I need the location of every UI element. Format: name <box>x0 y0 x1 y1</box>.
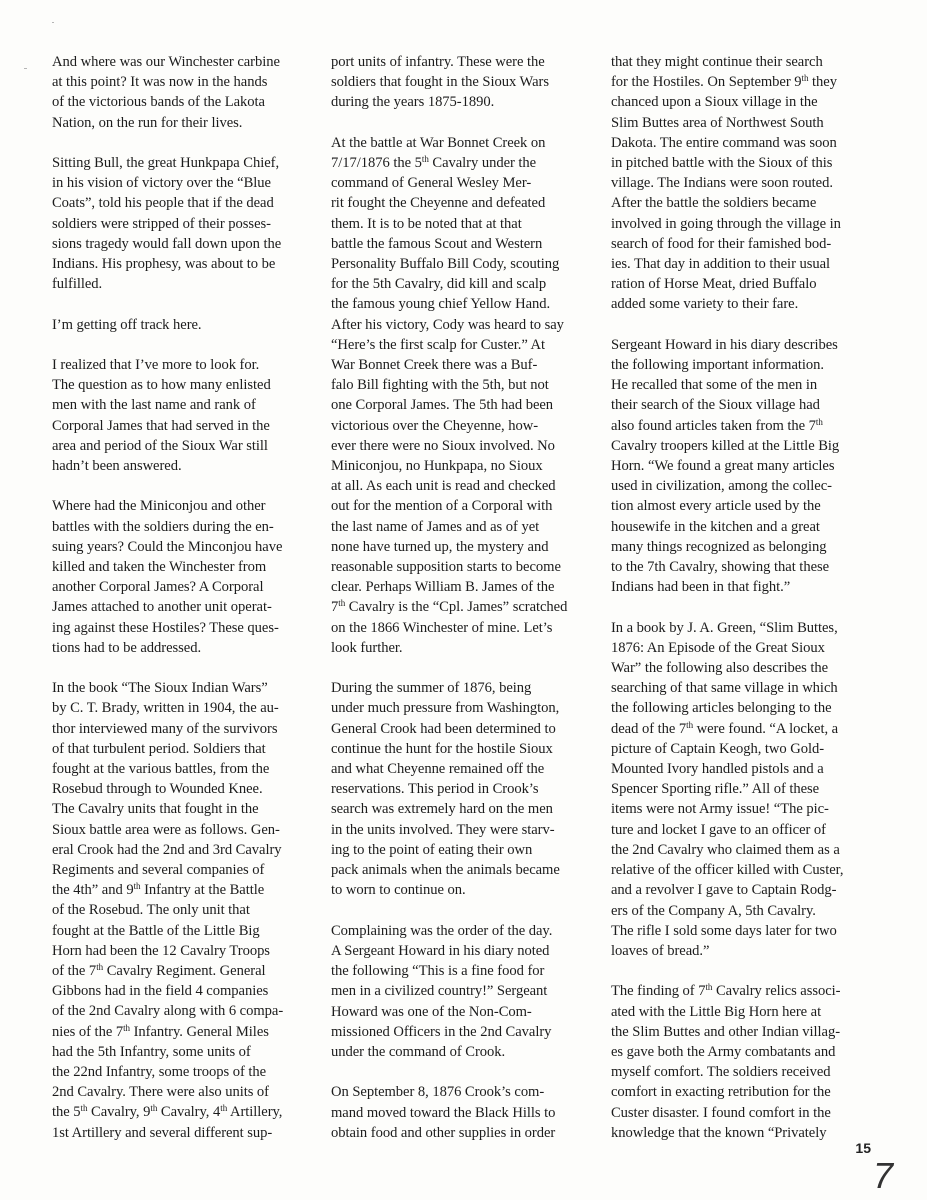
scan-speck <box>24 68 27 69</box>
text-line: none have turned up, the mystery and <box>331 538 549 555</box>
text-line: On September 8, 1876 Crook’s com- <box>331 1084 545 1101</box>
text-line: Sioux battle area were as follows. Gen- <box>52 821 280 838</box>
text-line: used in civilization, among the collec- <box>611 478 832 495</box>
handwritten-page-mark: 7 <box>872 1155 893 1196</box>
text-line: search of food for their famished bod- <box>611 235 832 252</box>
text-line: also found articles taken from the 7th <box>611 416 823 434</box>
text-line: the 2nd Cavalry who claimed them as a <box>611 841 840 858</box>
text-line: ies. That day in addition to their usual <box>611 256 831 273</box>
text-line: suing years? Could the Minconjou have <box>52 538 283 555</box>
text-line: Rosebud through to Wounded Knee. <box>52 781 263 798</box>
text-line: relative of the officer killed with Custer, <box>611 862 844 879</box>
text-line: Sitting Bull, the great Hunkpapa Chief, <box>52 155 280 171</box>
text-line: A Sergeant Howard in his diary noted <box>331 942 550 959</box>
text-line: the 22nd Infantry, some troops of the <box>52 1064 267 1081</box>
text-line: Horn. “We found a great many articles <box>611 458 835 475</box>
text-line: search was extremely hard on the men <box>331 801 553 818</box>
text-line: soldiers were stripped of their posses- <box>52 215 271 232</box>
text-line: men with the last name and rank of <box>52 397 256 414</box>
text-line: by C. T. Brady, written in 1904, the au- <box>52 700 279 717</box>
page-number: 15 <box>855 1140 871 1156</box>
text-line: 2nd Cavalry. There were also units of <box>52 1084 269 1101</box>
text-line: of the 7th Cavalry Regiment. General <box>52 962 266 980</box>
text-line: ated with the Little Big Horn here at <box>611 1003 822 1020</box>
text-line: look further. <box>331 639 403 656</box>
text-line: in the units involved. They were starv- <box>331 821 555 838</box>
text-line: added some variety to their fare. <box>611 296 799 313</box>
text-line: ture and locket I gave to an officer of <box>611 821 826 838</box>
text-line: Spencer Sporting rifle.” All of these <box>611 781 820 798</box>
text-line: At the battle at War Bonnet Creek on <box>331 134 546 151</box>
article-paragraph <box>52 52 314 133</box>
text-line: battles with the soldiers during the en- <box>52 518 274 535</box>
text-line: The finding of 7th Cavalry relics associ- <box>611 982 841 1000</box>
text-line: tions had to be addressed. <box>52 639 202 656</box>
text-line: He recalled that some of the men in <box>611 377 818 394</box>
text-line: ing to the point of eating their own <box>331 841 533 858</box>
text-line: fulfilled. <box>52 276 103 293</box>
text-line: I’m getting off track here. <box>52 316 202 333</box>
text-line: area and period of the Sioux War still <box>52 437 268 454</box>
text-line: the last name of James and as of yet <box>331 518 540 535</box>
text-line: picture of Captain Keogh, two Gold- <box>611 740 825 757</box>
text-line: falo Bill fighting with the 5th, but not <box>331 377 549 394</box>
text-line: 7th Cavalry is the “Cpl. James” scratched <box>331 598 568 616</box>
text-line: myself comfort. The soldiers received <box>611 1064 831 1081</box>
text-line: tion almost every article used by the <box>611 498 821 515</box>
text-line: War” the following also describes the <box>611 660 829 677</box>
text-line: The rifle I sold some days later for two <box>611 922 837 939</box>
article-paragraph <box>611 618 873 961</box>
text-line: mand moved toward the Black Hills to <box>331 1104 556 1121</box>
article-paragraph <box>331 133 593 658</box>
text-line: loaves of bread.” <box>611 942 710 959</box>
article-paragraph <box>331 52 593 113</box>
text-line: Complaining was the order of the day. <box>331 922 553 939</box>
text-line: Custer disaster. I found comfort in the <box>611 1104 831 1121</box>
text-line: And where was our Winchester carbine <box>52 54 280 70</box>
text-line: under the command of Crook. <box>331 1043 506 1060</box>
text-line: one Corporal James. The 5th had been <box>331 397 554 414</box>
text-line: the following articles belonging to the <box>611 700 832 717</box>
text-line: rit fought the Cheyenne and defeated <box>331 195 546 212</box>
text-line: Personality Buffalo Bill Cody, scouting <box>331 256 560 273</box>
text-line: of that turbulent period. Soldiers that <box>52 740 266 757</box>
text-line: the following important information. <box>611 357 825 374</box>
text-line: during the years 1875-1890. <box>331 94 495 111</box>
text-line: knowledge that the known “Privately <box>611 1124 827 1141</box>
text-line: ration of Horse Meat, dried Buffalo <box>611 276 817 293</box>
text-line: of the victorious bands of the Lakota <box>52 94 265 111</box>
text-line: In the book “The Sioux Indian Wars” <box>52 680 268 697</box>
text-line: and a revolver I gave to Captain Rodg- <box>611 882 837 899</box>
text-line: ever there were no Sioux involved. No <box>331 437 555 454</box>
text-line: Cavalry troopers killed at the Little Big <box>611 437 840 454</box>
text-line: to worn to continue on. <box>331 882 466 899</box>
text-line: battle the famous Scout and Western <box>331 235 543 252</box>
text-line: nies of the 7th Infantry. General Miles <box>52 1022 269 1040</box>
text-line: comfort in exacting retribution for the <box>611 1084 831 1101</box>
text-line: pack animals when the animals became <box>331 862 560 879</box>
text-line: for the Hostiles. On September 9th they <box>611 73 837 91</box>
text-line: ers of the Company A, 5th Cavalry. <box>611 902 816 919</box>
article-paragraph <box>52 678 314 1143</box>
text-line: Indians. His prophesy, was about to be <box>52 256 276 273</box>
text-line: at all. As each unit is read and checked <box>331 478 556 495</box>
text-line: General Crook had been determined to <box>331 720 556 737</box>
text-line: them. It is to be noted that at that <box>331 215 522 232</box>
text-line: dead of the 7th were found. “A locket, a <box>611 719 839 737</box>
scan-speck <box>52 22 54 23</box>
text-line: Nation, on the run for their lives. <box>52 114 243 131</box>
text-line: searching of that same village in which <box>611 680 838 697</box>
text-line: obtain food and other supplies in order <box>331 1124 556 1141</box>
text-line: “Here’s the first scalp for Custer.” At <box>331 336 546 353</box>
text-line: killed and taken the Winchester from <box>52 559 267 576</box>
text-line: I realized that I’ve more to look for. <box>52 357 260 373</box>
text-line: es gave both the Army combatants and <box>611 1043 836 1060</box>
text-line: that they might continue their search <box>611 54 823 70</box>
text-line: 1876: An Episode of the Great Sioux <box>611 639 825 656</box>
text-line: ing against these Hostiles? These ques- <box>52 619 279 636</box>
text-line: Sergeant Howard in his diary describes <box>611 336 838 353</box>
text-line: fought at the various battles, from the <box>52 761 270 778</box>
text-column-3 <box>611 52 873 1163</box>
text-line: the 5th Cavalry, 9th Cavalry, 4th Artillery, <box>52 1103 283 1121</box>
text-line: fought at the Battle of the Little Big <box>52 922 260 939</box>
text-line: After the battle the soldiers became <box>611 195 817 212</box>
text-line: missioned Officers in the 2nd Cavalry <box>331 1023 552 1040</box>
text-line: at this point? It was now in the hands <box>52 74 268 91</box>
text-line: During the summer of 1876, being <box>331 680 532 697</box>
text-line: the following “This is a fine food for <box>331 963 545 980</box>
article-paragraph <box>331 921 593 1062</box>
text-line: of the Rosebud. The only unit that <box>52 902 250 919</box>
text-line: After his victory, Cody was heard to say <box>331 316 564 333</box>
text-line: 1st Artillery and several different sup- <box>52 1124 273 1141</box>
text-line: James attached to another unit operat- <box>52 599 272 616</box>
article-paragraph <box>52 315 314 335</box>
text-line: The Cavalry units that fought in the <box>52 801 259 818</box>
text-line: 7/17/1876 the 5th Cavalry under the <box>331 154 537 171</box>
text-line: items were not Army issue! “The pic- <box>611 801 829 818</box>
text-line: reasonable supposition starts to become <box>331 559 561 576</box>
text-line: Gibbons had in the field 4 companies <box>52 983 269 1000</box>
article-paragraph <box>611 981 873 1143</box>
text-line: reservations. This period in Crook’s <box>331 781 539 798</box>
text-line: Mounted Ivory handled pistols and a <box>611 761 824 778</box>
text-line: out for the mention of a Corporal with <box>331 498 553 515</box>
text-line: thor interviewed many of the survivors <box>52 720 278 737</box>
text-line: The question as to how many enlisted <box>52 377 271 394</box>
text-line: victorious over the Cheyenne, how- <box>331 417 539 434</box>
article-paragraph <box>331 678 593 900</box>
text-line: Howard was one of the Non-Com- <box>331 1003 532 1020</box>
article-paragraph <box>611 52 873 315</box>
text-line: under much pressure from Washington, <box>331 700 560 717</box>
text-line: continue the hunt for the hostile Sioux <box>331 740 553 757</box>
text-line: the 4th” and 9th Infantry at the Battle <box>52 881 265 899</box>
article-paragraph <box>52 496 314 658</box>
text-line: Where had the Miniconjou and other <box>52 498 266 515</box>
text-line: In a book by J. A. Green, “Slim Buttes, <box>611 619 838 636</box>
text-column-2 <box>331 52 593 1163</box>
text-line: sions tragedy would fall down upon the <box>52 235 282 252</box>
text-line: men in a civilized country!” Sergeant <box>331 983 548 1000</box>
text-line: in his vision of victory over the “Blue <box>52 175 271 192</box>
text-line: War Bonnet Creek there was a Buf- <box>331 357 538 374</box>
text-line: the Slim Buttes and other Indian villag- <box>611 1023 841 1040</box>
text-line: soldiers that fought in the Sioux Wars <box>331 74 549 91</box>
text-line: Slim Buttes area of Northwest South <box>611 114 824 131</box>
text-line: Indians had been in that fight.” <box>611 579 791 596</box>
text-line: another Corporal James? A Corporal <box>52 579 264 596</box>
text-line: Dakota. The entire command was soon <box>611 134 837 151</box>
text-line: of the 2nd Cavalry along with 6 compa- <box>52 1003 284 1020</box>
text-line: Coats”, told his people that if the dead <box>52 195 274 212</box>
text-line: command of General Wesley Mer- <box>331 175 532 192</box>
text-line: hadn’t been answered. <box>52 458 182 475</box>
text-line: housewife in the kitchen and a great <box>611 518 820 535</box>
text-line: had the 5th Infantry, some units of <box>52 1043 251 1060</box>
text-line: many things recognized as belonging <box>611 538 827 555</box>
text-line: their search of the Sioux village had <box>611 397 820 414</box>
text-line: on the 1866 Winchester of mine. Let’s <box>331 619 553 636</box>
text-line: Regiments and several companies of <box>52 862 265 879</box>
text-line: Miniconjou, no Hunkpapa, no Sioux <box>331 458 543 475</box>
text-line: the famous young chief Yellow Hand. <box>331 296 551 313</box>
text-column-1 <box>52 52 314 1163</box>
text-line: eral Crook had the 2nd and 3rd Cavalry <box>52 841 282 858</box>
text-line: involved in going through the village in <box>611 215 841 232</box>
text-line: Corporal James that had served in the <box>52 417 270 434</box>
text-line: clear. Perhaps William B. James of the <box>331 579 555 596</box>
text-line: village. The Indians were soon routed. <box>611 175 833 192</box>
article-paragraph <box>52 153 314 294</box>
text-line: to the 7th Cavalry, showing that these <box>611 559 830 576</box>
text-line: and what Cheyenne remained off the <box>331 761 545 778</box>
article-paragraph <box>611 335 873 598</box>
text-line: in pitched battle with the Sioux of this <box>611 155 833 172</box>
text-line: Horn had been the 12 Cavalry Troops <box>52 942 270 959</box>
text-line: port units of infantry. These were the <box>331 54 545 70</box>
text-line: for the 5th Cavalry, did kill and scalp <box>331 276 547 293</box>
text-line: chanced upon a Sioux village in the <box>611 94 818 111</box>
article-paragraph <box>52 355 314 476</box>
article-paragraph <box>331 1082 593 1143</box>
